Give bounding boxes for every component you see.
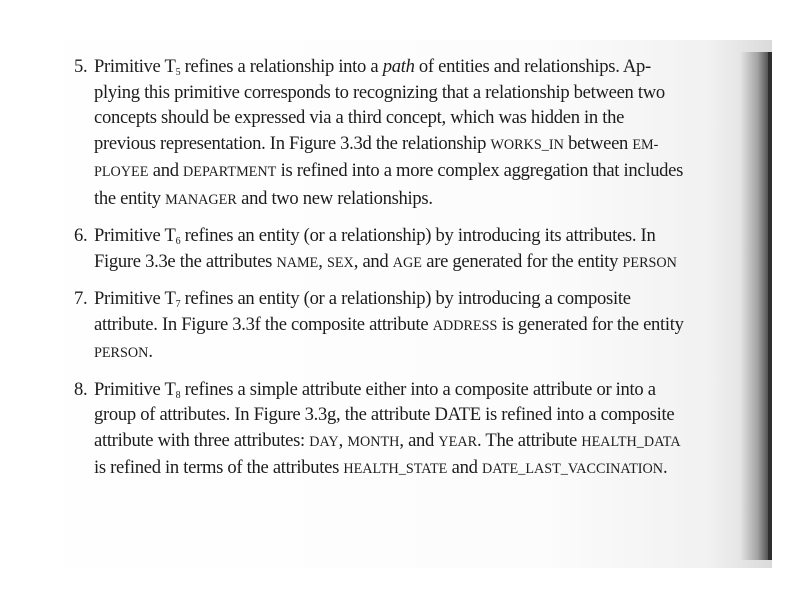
text-line [94,339,764,367]
text-line [94,158,764,186]
small-caps-term: PERSON [622,254,677,271]
list-item-7 [74,286,764,367]
text-run: , [338,429,348,451]
text-line [94,186,764,214]
text-run: Primitive T [94,378,176,400]
small-caps-term: ADDRESS [432,317,498,334]
text-run: . [663,457,668,478]
text-run: refines a relationship into a [180,56,383,77]
text-run: are generated for the entity [421,250,623,272]
item-number: 6. [74,225,88,246]
small-caps-term: NAME [276,254,319,271]
small-caps-term: MONTH [347,433,400,450]
small-caps-term: PLOYEE [94,164,149,180]
text-run: Primitive T [94,225,176,246]
text-run: and [148,160,184,181]
small-caps-term: PERSON [94,345,149,361]
text-run: refines an entity (or a relationship) by introducing its attributes. In [180,225,656,246]
small-caps-term: WORKS_IN [490,136,564,153]
text-line [94,377,764,403]
small-caps-term: YEAR [438,433,478,450]
small-caps-term: AGE [392,254,422,271]
text-run: , and [353,250,393,272]
body-text [74,54,764,493]
text-run: Figure 3.3e the attributes [94,250,277,272]
subscript: 5 [175,67,181,78]
text-run: between [563,132,633,154]
small-caps-term: HEALTH_STATE [343,461,448,477]
text-run: refines an entity (or a relationship) by introducing a composite [180,288,631,309]
list-item-8 [74,377,764,483]
small-caps-term: DAY [309,433,339,450]
text-line [94,428,764,456]
subscript: 6 [175,236,181,247]
text-line: concepts should be expressed via a third concept, which was hidden in the [94,107,625,128]
text-line: group of attributes. In Figure 3.3g, the attribute DATE is refined into a composite [94,404,675,425]
text-run: is generated for the entity [497,313,684,335]
text-line [94,286,764,312]
text-line [94,223,764,249]
text-run: , and [399,429,439,451]
text-run: . [148,341,153,362]
small-caps-term: DEPARTMENT [183,164,277,180]
small-caps-term: EM- [632,136,659,153]
item-number: 5. [74,56,88,77]
text-run: is refined in terms of the attributes [94,457,344,478]
text-run: previous representation. In Figure 3.3d the relationship [94,132,491,154]
list-item-6 [74,223,764,276]
item-number: 8. [74,378,88,400]
text-line: plying this primitive corresponds to recognizing that a relationship between two [94,81,665,103]
small-caps-term: MANAGER [165,191,237,208]
small-caps-term: DATE_LAST_VACCINATION [481,461,663,477]
subscript: 7 [175,299,181,310]
subscript: 8 [175,389,181,401]
text-line [94,249,764,277]
emphasis: path [382,56,415,77]
text-run: and two new relationships. [236,187,433,209]
small-caps-term: SEX [326,254,354,271]
text-run: . The attribute [477,429,582,451]
item-number: 7. [74,288,88,309]
text-run: Primitive T [94,56,176,77]
text-line [94,455,764,483]
text-run: , [318,250,327,272]
text-run: refines a simple attribute either into a composite attribute or into a [180,378,656,400]
text-run: attribute. In Figure 3.3f the composite attribute [94,313,433,335]
text-run: Primitive T [94,288,176,309]
list-item-5 [74,54,764,213]
text-line [94,54,764,80]
text-line [94,131,764,159]
text-run: attribute with three attributes: [94,429,310,451]
small-caps-term: HEALTH_DATA [581,433,681,450]
text-run: of entities and relationships. Ap- [414,56,651,77]
text-run: is refined into a more complex aggregation that includes [276,160,684,181]
text-run: the entity [94,187,166,209]
book-spine-edge [768,52,772,560]
text-run: and [447,457,482,478]
text-line [94,312,764,340]
